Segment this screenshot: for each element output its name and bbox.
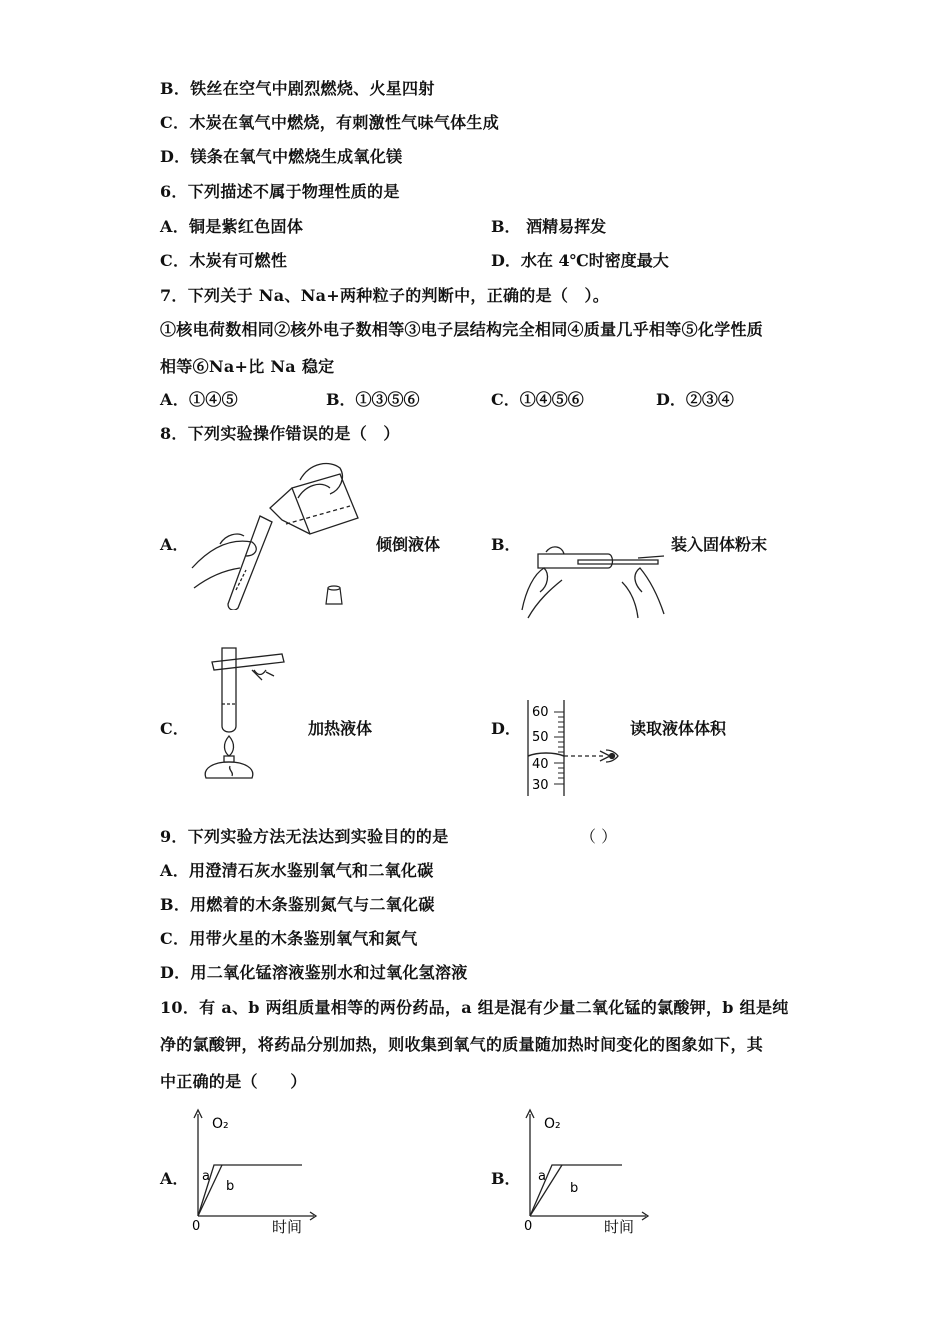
graph-a-label-a: a bbox=[202, 1169, 210, 1184]
graph-a-x-label: 时间 bbox=[272, 1218, 303, 1236]
q8-option-a-caption: 倾倒液体 bbox=[376, 535, 441, 554]
q10-stem-line2: 净的氯酸钾，将药品分别加热，则收集到氧气的质量随加热时间变化的图象如下，其 bbox=[160, 1035, 764, 1054]
q6-stem: 6．下列描述不属于物理性质的是 bbox=[160, 182, 400, 201]
graph-a-origin: 0 bbox=[192, 1219, 201, 1234]
q10-option-a-letter: A． bbox=[160, 1169, 189, 1188]
cylinder-tick-30: 30 bbox=[532, 778, 549, 793]
graph-a-line-a bbox=[198, 1165, 302, 1216]
graph-a-label-b: b bbox=[226, 1179, 235, 1194]
q7-statements-line2: 相等⑥Na+比 Na 稳定 bbox=[160, 357, 335, 376]
q9-option-d: D．用二氧化锰溶液鉴别水和过氧化氢溶液 bbox=[160, 963, 468, 982]
q5-option-b: B．铁丝在空气中剧烈燃烧、火星四射 bbox=[160, 79, 435, 98]
graph-b-y-label: O₂ bbox=[544, 1116, 561, 1132]
q8-option-d-caption: 读取液体体积 bbox=[630, 719, 727, 738]
graph-b-origin: 0 bbox=[524, 1219, 533, 1234]
q5-option-d: D．镁条在氧气中燃烧生成氧化镁 bbox=[160, 147, 403, 166]
q8-option-b-caption: 装入固体粉末 bbox=[671, 535, 768, 554]
q8-option-b-letter: B． bbox=[491, 535, 521, 554]
graph-b bbox=[518, 1108, 658, 1238]
cylinder-tick-60: 60 bbox=[532, 705, 549, 720]
q5-option-c: C．木炭在氧气中燃烧，有刺激性气味气体生成 bbox=[160, 113, 500, 132]
q6-option-d: D．水在 4℃时密度最大 bbox=[491, 251, 669, 270]
graph-a-y-label: O₂ bbox=[212, 1116, 229, 1132]
cylinder-tick-50: 50 bbox=[532, 730, 549, 745]
q7-stem: 7．下列关于 Na、Na+两种粒子的判断中，正确的是（ ）。 bbox=[160, 286, 610, 305]
pouring-liquid-figure bbox=[190, 458, 365, 610]
q9-stem: 9．下列实验方法无法达到实验目的的是 bbox=[160, 827, 449, 846]
graph-a bbox=[186, 1108, 326, 1238]
q8-option-c-caption: 加热液体 bbox=[308, 719, 373, 738]
q10-stem-line3: 中正确的是（ ） bbox=[160, 1072, 307, 1091]
graph-b-label-b: b bbox=[570, 1181, 579, 1196]
graph-b-label-a: a bbox=[538, 1169, 546, 1184]
q8-option-d-letter: D． bbox=[491, 719, 521, 738]
loading-powder-figure bbox=[518, 540, 668, 620]
q7-option-c: C．①④⑤⑥ bbox=[491, 390, 584, 409]
q8-option-c-letter: C． bbox=[160, 719, 189, 738]
q6-option-a: A．铜是紫红色固体 bbox=[160, 217, 304, 236]
q7-statements-line1: ①核电荷数相同②核外电子数相等③电子层结构完全相同④质量几乎相等⑤化学性质 bbox=[160, 320, 764, 339]
graph-b-x-label: 时间 bbox=[604, 1218, 635, 1236]
q6-option-b: B． 酒精易挥发 bbox=[491, 217, 607, 236]
q9-option-c: C．用带火星的木条鉴别氧气和氮气 bbox=[160, 929, 418, 948]
q7-option-b: B．①③⑤⑥ bbox=[326, 390, 420, 409]
q9-option-a: A．用澄清石灰水鉴别氧气和二氧化碳 bbox=[160, 861, 434, 880]
reading-volume-figure bbox=[518, 696, 628, 800]
q9-answer-paren: （ ） bbox=[580, 827, 618, 846]
cylinder-tick-40: 40 bbox=[532, 757, 549, 772]
q10-option-b-letter: B． bbox=[491, 1169, 521, 1188]
q7-option-a: A．①④⑤ bbox=[160, 390, 238, 409]
q7-option-d: D．②③④ bbox=[656, 390, 734, 409]
heating-liquid-figure bbox=[196, 640, 296, 788]
q8-option-a-letter: A． bbox=[160, 535, 189, 554]
q10-stem-line1: 10．有 a、b 两组质量相等的两份药品，a 组是混有少量二氧化锰的氯酸钾，b 组是纯 bbox=[160, 998, 789, 1017]
q9-option-b: B．用燃着的木条鉴别氮气与二氧化碳 bbox=[160, 895, 435, 914]
q6-option-c: C．木炭有可燃性 bbox=[160, 251, 288, 270]
q8-stem: 8．下列实验操作错误的是（ ） bbox=[160, 424, 400, 443]
graph-b-line-b bbox=[530, 1165, 562, 1216]
